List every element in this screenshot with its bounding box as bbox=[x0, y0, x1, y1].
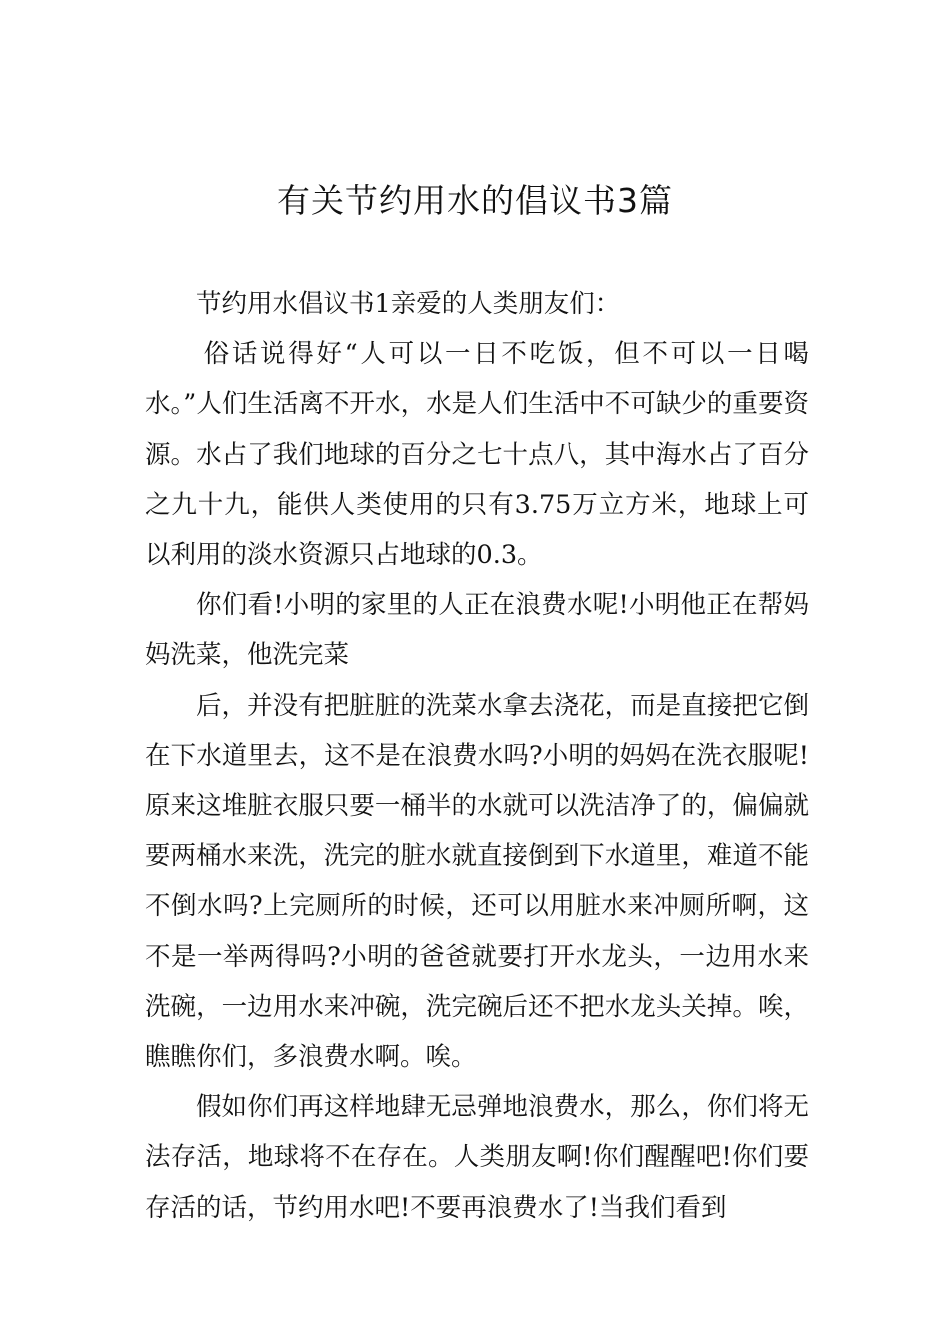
paragraph-intro: 俗话说得好“人可以一日不吃饭，但不可以一日喝水。”人们生活离不开水，水是人们生活中不可缺少的重要资源。水占了我们地球的百分之七十点八，其中海水占了百分之九十九，能供人类使用的只有3.75万立方米，地球上可以利用的淡水资源只占地球的0.3。 bbox=[145, 339, 809, 571]
document-title: 有关节约用水的倡议书3篇 bbox=[277, 181, 673, 220]
paragraph-example-continued: 后，并没有把脏脏的洗菜水拿去浇花，而是直接把它倒在下水道里去，这不是在浪费水吗?小明的妈妈在洗衣服呢!原来这堆脏衣服只要一桶半的水就可以洗洁净了的，偏偏就要两桶水来洗，洗完的脏水就直接倒到下水道里，难道不能不倒水吗?上完厕所的时候，还可以用脏水来冲厕所啊，这不是一举两得吗?小明的爸爸就要打开水龙头，一边用水来洗碗，一边用水来冲碗，洗完碗后还不把水龙头关掉。唉，瞧瞧你们，多浪费水啊。唉。 bbox=[145, 690, 809, 1073]
paragraph-example-start: 你们看!小明的家里的人正在浪费水呢!小明他正在帮妈妈洗菜，他洗完菜 bbox=[145, 590, 809, 671]
paragraph-greeting: 节约用水倡议书1亲爱的人类朋友们： bbox=[196, 289, 621, 319]
paragraph-appeal: 假如你们再这样地肆无忌弹地浪费水，那么，你们将无法存活，地球将不在存在。人类朋友啊!你们醒醒吧!你们要存活的话，节约用水吧!不要再浪费水了!当我们看到 bbox=[145, 1092, 809, 1223]
document-body bbox=[145, 279, 809, 1233]
